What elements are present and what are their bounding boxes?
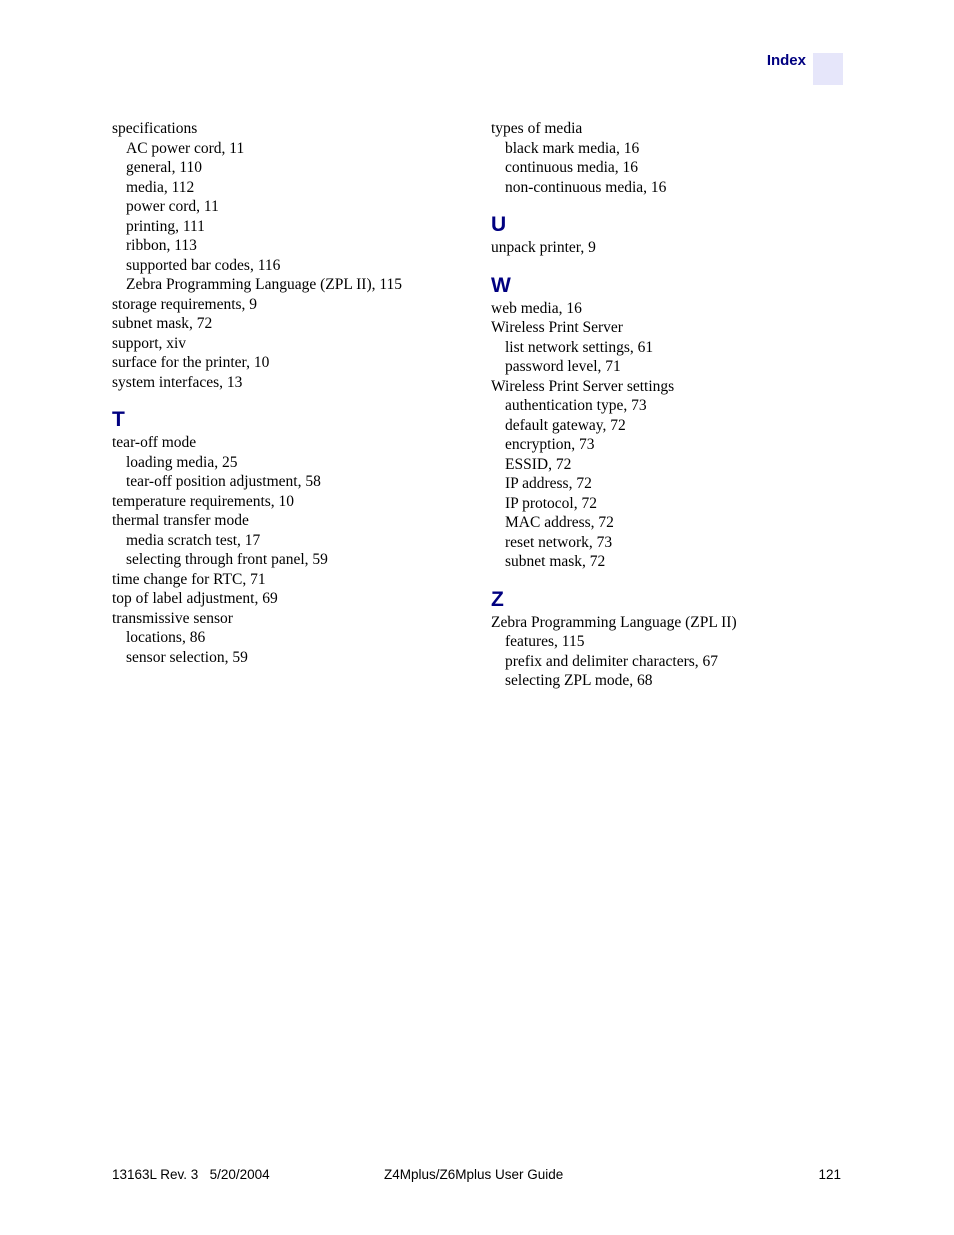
footer-doc-info	[112, 1167, 270, 1182]
index-subentry: list network settings, 61	[505, 338, 654, 356]
index-subentry: reset network, 73	[505, 533, 613, 551]
index-subentry: AC power cord, 11	[126, 139, 245, 157]
index-subentry: prefix and delimiter characters, 67	[505, 652, 719, 670]
index-entry: tear-off mode	[112, 434, 197, 451]
index-subentry: default gateway, 72	[505, 416, 626, 434]
index-subentry: continuous media, 16	[505, 159, 639, 176]
index-entry: thermal transfer mode	[112, 512, 249, 529]
index-letter-heading: Z	[491, 587, 504, 611]
index-entry: temperature requirements, 10	[112, 492, 295, 510]
index-entry: support, xiv	[112, 334, 187, 352]
section-tab-marker	[813, 53, 843, 85]
footer-doc-number: 13163L Rev. 3	[112, 1167, 199, 1182]
index-entry: time change for RTC, 71	[112, 570, 266, 588]
index-entry: web media, 16	[491, 299, 582, 317]
index-entry: system interfaces, 13	[112, 373, 243, 391]
index-entry: unpack printer, 9	[491, 239, 596, 256]
index-entry: subnet mask, 72	[112, 315, 213, 332]
index-subentry: features, 115	[505, 633, 585, 650]
index-column-left	[112, 119, 482, 667]
footer-page-number: 121	[818, 1167, 841, 1182]
index-subentry: tear-off position adjustment, 58	[126, 473, 321, 490]
index-entry: Zebra Programming Language (ZPL II)	[491, 613, 737, 631]
index-column-right	[491, 119, 861, 691]
index-subentry: supported bar codes, 116	[126, 256, 281, 274]
index-subentry: selecting through front panel, 59	[126, 551, 328, 568]
index-subentry: power cord, 11	[126, 198, 219, 215]
index-subentry: subnet mask, 72	[505, 553, 606, 570]
index-subentry: media scratch test, 17	[126, 531, 261, 549]
index-subentry: general, 110	[126, 159, 203, 176]
footer-date: 5/20/2004	[209, 1167, 270, 1182]
index-entry: specifications	[112, 120, 198, 137]
index-subentry: IP protocol, 72	[505, 494, 597, 512]
footer-title: Z4Mplus/Z6Mplus User Guide	[384, 1167, 564, 1182]
index-subentry: black mark media, 16	[505, 139, 640, 157]
index-subentry: non-continuous media, 16	[505, 178, 667, 196]
index-subentry: ribbon, 113	[126, 237, 197, 254]
index-entry: surface for the printer, 10	[112, 354, 270, 371]
index-subentry: MAC address, 72	[505, 514, 614, 531]
running-header-section: Index	[766, 52, 806, 69]
index-subentry: loading media, 25	[126, 453, 238, 471]
index-entry: Wireless Print Server	[491, 319, 623, 336]
index-letter-heading: U	[491, 213, 507, 236]
index-entry: transmissive sensor	[112, 609, 233, 627]
index-subentry: sensor selection, 59	[126, 648, 248, 666]
index-entry: storage requirements, 9	[112, 295, 258, 313]
index-subentry: printing, 111	[126, 217, 205, 235]
index-subentry: encryption, 73	[505, 436, 595, 453]
index-entry: Wireless Print Server settings	[491, 377, 675, 395]
index-letter-heading: W	[491, 273, 511, 297]
index-subentry: Zebra Programming Language (ZPL II), 115	[126, 276, 403, 293]
index-subentry: IP address, 72	[505, 475, 592, 492]
index-subentry: locations, 86	[126, 629, 206, 646]
index-letter-heading: T	[112, 408, 125, 431]
index-subentry: password level, 71	[505, 358, 621, 375]
index-entry: types of media	[491, 120, 583, 137]
index-subentry: selecting ZPL mode, 68	[505, 672, 653, 689]
index-subentry: authentication type, 73	[505, 397, 647, 414]
index-subentry: ESSID, 72	[505, 455, 572, 473]
index-subentry: media, 112	[126, 178, 195, 196]
index-entry: top of label adjustment, 69	[112, 590, 278, 607]
